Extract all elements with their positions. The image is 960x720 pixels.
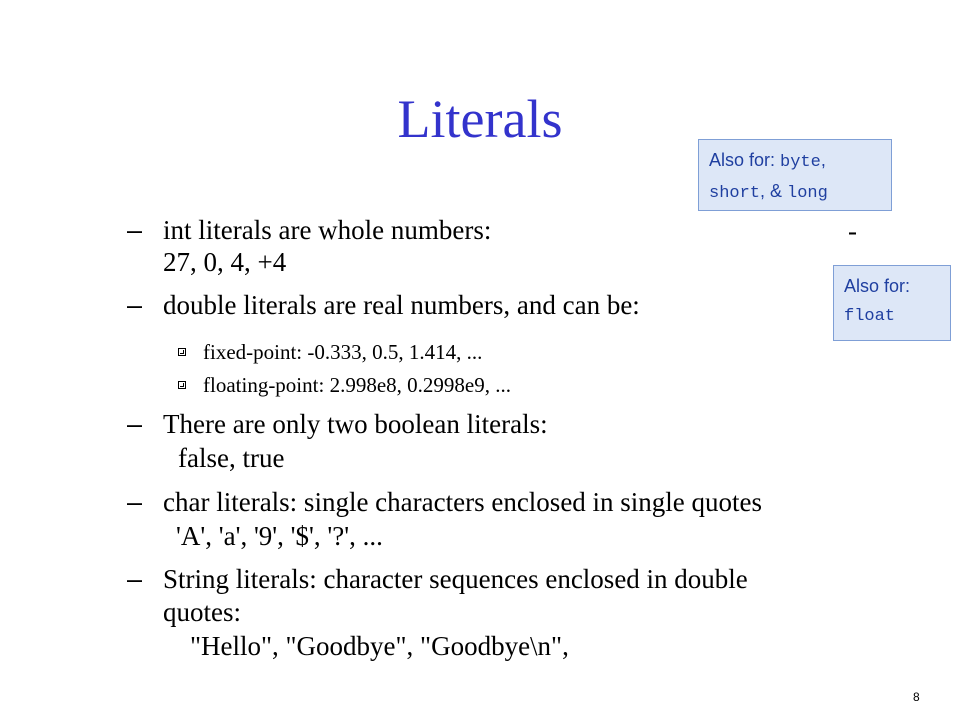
sub-item-text: floating-point: 2.998e8, 0.2998e9, ... xyxy=(203,373,511,397)
sub-item-text: fixed-point: -0.333, 0.5, 1.414, ... xyxy=(203,340,483,364)
callout-prefix: Also for: xyxy=(709,150,781,170)
callout-prefix: Also for: xyxy=(844,276,911,296)
list-item xyxy=(127,563,748,595)
item-text: quotes: xyxy=(163,597,241,627)
item-text: 27, 0, 4, +4 xyxy=(163,247,287,277)
list-item xyxy=(127,289,640,321)
square-bullet-icon xyxy=(178,348,186,356)
callout-code-byte: byte xyxy=(780,153,821,172)
dash-bullet: – xyxy=(127,290,143,320)
sub-list-item xyxy=(203,373,511,397)
dash-bullet: – xyxy=(127,487,143,517)
item-text: There are only two boolean literals: xyxy=(163,409,548,439)
callout-code-long: long xyxy=(787,184,828,203)
item-text: double literals are real numbers, and can be: xyxy=(163,290,640,320)
list-item xyxy=(127,214,492,246)
list-item-continuation xyxy=(190,630,569,662)
callout-code-short: short xyxy=(709,184,761,203)
item-text: int literals are whole numbers: xyxy=(163,215,492,245)
list-item-continuation xyxy=(178,442,284,474)
item-text: "Hello", "Goodbye", "Goodbye\n", xyxy=(190,631,569,661)
square-bullet-icon xyxy=(178,381,186,389)
slide-title: Literals xyxy=(397,89,563,149)
sub-list-item xyxy=(203,340,482,364)
wrapped-dash: - xyxy=(848,216,857,246)
page-number: 8 xyxy=(913,690,920,704)
dash-bullet: – xyxy=(127,215,143,245)
item-text: String literals: character sequences enclosed in double xyxy=(163,564,748,594)
callout-separator: , & xyxy=(760,181,788,201)
list-item xyxy=(127,486,763,518)
item-text: 'A', 'a', '9', '$', '?', ... xyxy=(176,521,383,551)
list-item-continuation xyxy=(163,596,241,628)
list-item xyxy=(127,408,548,440)
callout-code-float: float xyxy=(844,307,896,326)
callout-separator: , xyxy=(820,150,826,170)
dash-bullet: – xyxy=(127,564,143,594)
item-text: false, true xyxy=(178,443,285,473)
item-text: char literals: single characters enclosed in single quotes xyxy=(163,487,763,517)
list-item-continuation xyxy=(163,246,286,278)
list-item-continuation xyxy=(176,520,383,552)
dash-bullet: – xyxy=(127,409,143,439)
